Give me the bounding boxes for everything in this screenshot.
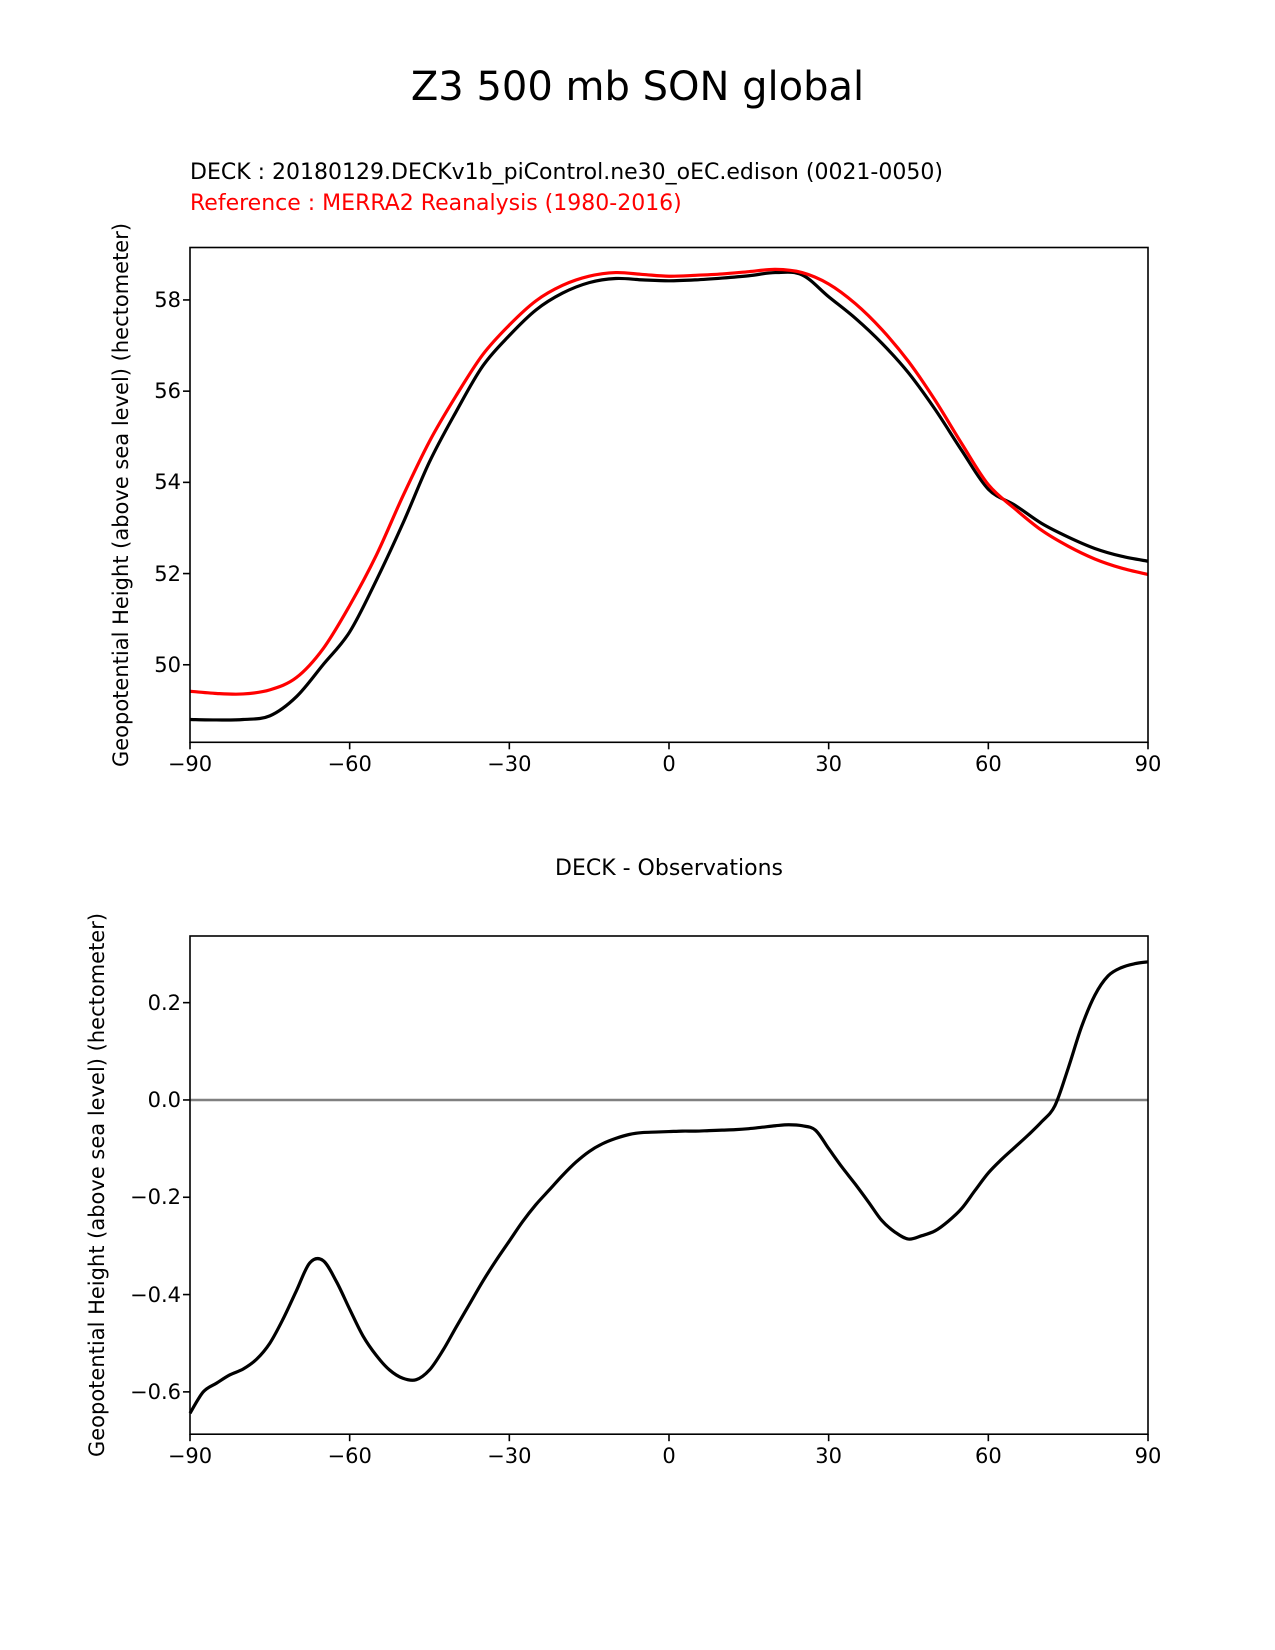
x-tick-label: 0 bbox=[662, 752, 676, 777]
x-tick-label: −90 bbox=[167, 1444, 213, 1469]
x-tick-label: 60 bbox=[974, 1444, 1002, 1469]
x-tick-label: 90 bbox=[1134, 752, 1162, 777]
x-tick-label: −30 bbox=[487, 752, 532, 777]
deck-run-label: DECK : 20180129.DECKv1b_piControl.ne30_oEC.edison (0021-0050) bbox=[190, 160, 943, 185]
y-tick-label: 52 bbox=[154, 561, 181, 586]
top-plot-curve-0 bbox=[190, 272, 1148, 720]
x-tick-label: −60 bbox=[327, 752, 372, 777]
x-tick-label: 60 bbox=[974, 752, 1002, 777]
bottom-plot-title: DECK - Observations bbox=[555, 856, 783, 881]
x-tick-label: 0 bbox=[662, 1444, 676, 1469]
x-tick-label: −90 bbox=[167, 752, 213, 777]
x-tick-label: −60 bbox=[327, 1444, 372, 1469]
y-tick-label: −0.4 bbox=[130, 1282, 181, 1307]
y-tick-label: 0.0 bbox=[147, 1087, 181, 1112]
x-tick-label: 30 bbox=[815, 1444, 843, 1469]
y-tick-label: 56 bbox=[154, 379, 181, 404]
top-plot-curve-1 bbox=[190, 269, 1148, 694]
bottom-plot-ylabel: Geopotential Height (above sea level) (hectometer) bbox=[85, 912, 109, 1458]
x-tick-label: −30 bbox=[487, 1444, 532, 1469]
y-tick-label: 50 bbox=[154, 652, 181, 677]
y-tick-label: −0.2 bbox=[130, 1185, 181, 1210]
top-plot-frame bbox=[190, 248, 1148, 743]
reference-run-label: Reference : MERRA2 Reanalysis (1980-2016) bbox=[190, 191, 682, 216]
y-tick-label: 54 bbox=[154, 470, 181, 495]
x-tick-label: 90 bbox=[1134, 1444, 1162, 1469]
x-tick-label: 30 bbox=[815, 752, 843, 777]
y-tick-label: 58 bbox=[154, 287, 181, 312]
figure-title: Z3 500 mb SON global bbox=[410, 64, 865, 110]
y-tick-label: 0.2 bbox=[147, 990, 181, 1015]
top-plot-ylabel: Geopotential Height (above sea level) (hectometer) bbox=[109, 222, 133, 768]
bottom-plot-frame bbox=[190, 936, 1148, 1434]
y-tick-label: −0.6 bbox=[130, 1379, 181, 1404]
bottom-plot-curve-0 bbox=[190, 962, 1148, 1413]
